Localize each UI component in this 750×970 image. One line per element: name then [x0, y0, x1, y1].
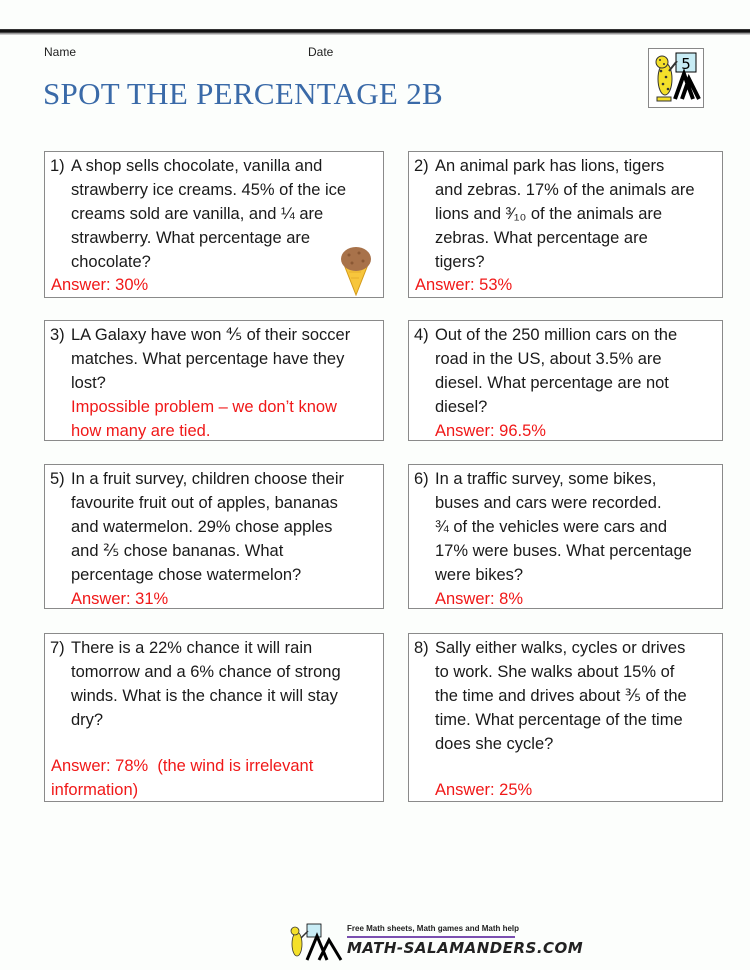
ice-cream-cone-icon — [339, 246, 373, 296]
question-text: A shop sells chocolate, vanilla and strawberry ice creams. 45% of the ice creams sold are vanilla, and ¼ are strawberry. What percentage are chocolate? — [71, 157, 347, 271]
question-box-6 — [408, 464, 723, 609]
date-label: Date — [308, 45, 334, 59]
answer-text: Answer: 53% — [415, 276, 513, 294]
question-number: 2) — [414, 157, 429, 175]
question-number: 7) — [50, 639, 65, 657]
question-box-3 — [44, 320, 384, 441]
question-text: There is a 22% chance it will rain tomorrow and a 6% chance of strong winds. What is the chance it will stay dry? — [71, 639, 341, 729]
question-number: 4) — [414, 326, 429, 344]
name-label: Name — [44, 45, 77, 59]
answer-text-cont: how many are tied. — [71, 422, 211, 440]
page-title: SPOT THE PERCENTAGE 2B — [43, 76, 443, 111]
answer-text: Answer: 25% — [435, 781, 533, 799]
question-text: An animal park has lions, tigers and zebras. 17% of the animals are lions and ³⁄₁₀ of the animals are zebras. What percentage are tigers? — [435, 157, 695, 271]
footer-site-link[interactable]: MATH-SALAMANDERS.COM — [347, 939, 584, 957]
question-text: LA Galaxy have won ⅘ of their soccer matches. What percentage have they lost? Impossible problem – we don’t know how many are tied. — [50, 323, 377, 443]
footer-salamander-icon — [285, 922, 347, 962]
question-box-1 — [44, 151, 384, 298]
question-box-5 — [44, 464, 384, 609]
question-text: In a traffic survey, some bikes, buses and cars were recorded. ¾ of the vehicles were cars and 17% were buses. What percentage were bikes? Answer: 8% — [414, 467, 716, 611]
question-box-2 — [408, 151, 723, 298]
question-box-8 — [408, 633, 723, 802]
footer-tagline: Free Math sheets, Math games and Math help — [347, 924, 520, 933]
answer-text: Impossible problem – we don’t know — [71, 398, 337, 416]
top-border-bar — [0, 29, 750, 35]
question-text: Sally either walks, cycles or drives to work. She walks about 15% of the time and drives about ⅗ of the time. What percentage of the time does she cycle? — [435, 639, 687, 753]
answer-text: Answer: 78% (the wind is irrelevant information) — [51, 757, 314, 799]
logo-number: 5 — [681, 55, 691, 73]
question-number: 3) — [50, 326, 65, 344]
answer-text: Answer: 8% — [435, 590, 524, 608]
answer-text: Answer: 31% — [71, 590, 169, 608]
question-number: 8) — [414, 639, 429, 657]
question-text: Out of the 250 million cars on the road in the US, about 3.5% are diesel. What percentage are not diesel? Answer: 96.5% — [414, 323, 716, 443]
question-number: 1) — [50, 157, 65, 175]
question-box-7 — [44, 633, 384, 802]
footer-logo[interactable] — [285, 922, 584, 962]
salamander-easel-icon — [649, 49, 703, 107]
footer-divider — [347, 936, 515, 938]
salamander-logo — [648, 48, 704, 108]
question-number: 5) — [50, 470, 65, 488]
answer-text: Answer: 96.5% — [435, 422, 546, 440]
question-text: In a fruit survey, children choose their favourite fruit out of apples, bananas and watermelon. 29% chose apples and ⅖ chose bananas. What percentage chose watermelon? Answer: 31% — [50, 467, 377, 611]
answer-text: Answer: 30% — [51, 276, 149, 294]
question-box-4 — [408, 320, 723, 441]
question-number: 6) — [414, 470, 429, 488]
